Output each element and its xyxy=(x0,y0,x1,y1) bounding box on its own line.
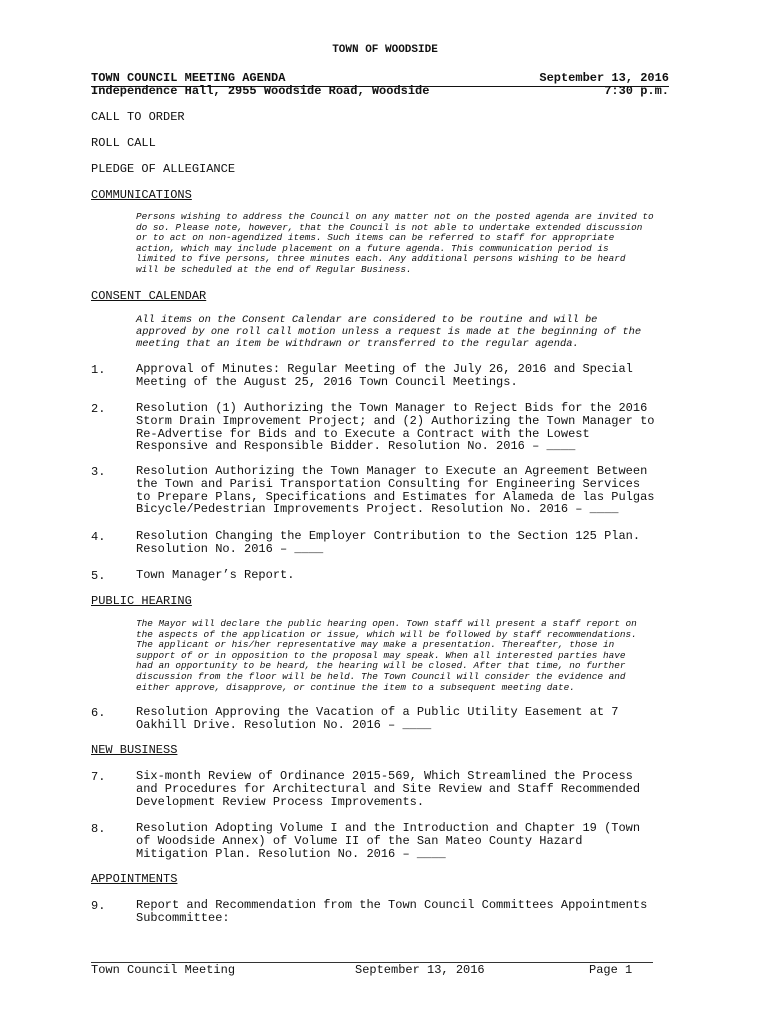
item-number: 2. xyxy=(91,402,106,416)
agenda-item-8 xyxy=(136,822,681,860)
agenda-item-1 xyxy=(136,363,681,389)
item-line: Report and Recommendation from the Town Council Committees Appointments xyxy=(136,898,648,912)
meeting-location: Independence Hall, 2955 Woodside Road, Woodside xyxy=(91,84,430,98)
item-line: and Procedures for Architectural and Site Review and Staff Recommended xyxy=(136,781,641,796)
item-number: 4. xyxy=(91,530,106,544)
agenda-item-2 xyxy=(136,402,681,453)
item-line: Town Manager’s Report. xyxy=(136,568,295,582)
item-line: Oakhill Drive. Resolution No. 2016 – ____ xyxy=(136,717,432,732)
header-right xyxy=(539,72,669,98)
note-line: either approve, disapprove, or continue the item to a subsequent meeting date. xyxy=(136,681,575,693)
header-divider xyxy=(91,86,669,87)
note-line: do so. Please note, however, that the Council is not able to undertake extended discussion xyxy=(136,221,643,233)
item-line: Meeting of the August 25, 2016 Town Council Meetings. xyxy=(136,374,518,389)
pledge-of-allegiance: PLEDGE OF ALLEGIANCE xyxy=(91,162,236,176)
section-heading-public-hearing: PUBLIC HEARING xyxy=(91,594,192,608)
note-line: approved by one roll call motion unless a request is made at the beginning of the xyxy=(136,325,642,338)
item-number: 7. xyxy=(91,770,106,784)
item-line: Storm Drain Improvement Project; and (2) Authorizing the Town Manager to xyxy=(136,413,655,428)
note-line: All items on the Consent Calendar are considered to be routine and will be xyxy=(136,314,598,326)
note-line: action, which may include placement on a future agenda. This communication period is xyxy=(136,242,609,254)
agenda-item-7 xyxy=(136,770,681,808)
item-line: Resolution Approving the Vacation of a Public Utility Easement at 7 xyxy=(136,705,619,719)
roll-call: ROLL CALL xyxy=(91,136,156,150)
consent-note xyxy=(136,315,681,350)
item-line: Resolution No. 2016 – ____ xyxy=(136,541,324,556)
item-line: Responsive and Responsible Bidder. Resolution No. 2016 – ____ xyxy=(136,439,576,454)
item-line: Resolution Adopting Volume I and the Introduction and Chapter 19 (Town xyxy=(136,821,641,835)
item-line: of Woodside Annex) of Volume II of the San Mateo County Hazard xyxy=(136,833,583,848)
agenda-item-6 xyxy=(136,706,681,732)
section-heading-new-business: NEW BUSINESS xyxy=(91,743,178,757)
item-number: 8. xyxy=(91,822,106,836)
note-line: The Mayor will declare the public hearing open. Town staff will present a staff report on xyxy=(136,618,637,629)
item-line: Mitigation Plan. Resolution No. 2016 – ____ xyxy=(136,846,446,861)
item-line: Resolution Authorizing the Town Manager to Execute an Agreement Between xyxy=(136,464,648,478)
section-heading-consent-calendar: CONSENT CALENDAR xyxy=(91,289,207,303)
item-line: the Town and Parisi Transportation Consulting for Engineering Services xyxy=(136,476,641,491)
footer-date: September 13, 2016 xyxy=(355,963,485,977)
item-line: Subcommittee: xyxy=(136,910,230,925)
item-number: 5. xyxy=(91,569,106,583)
item-number: 3. xyxy=(91,465,106,479)
agenda-item-4 xyxy=(136,530,681,556)
document-title: TOWN OF WOODSIDE xyxy=(332,44,438,56)
agenda-item-9 xyxy=(136,899,681,925)
item-line: Development Review Process Improvements. xyxy=(136,794,425,809)
note-line: discussion from the floor will be held. The Town Council will consider the evidence and xyxy=(136,670,626,682)
agenda-item-3 xyxy=(136,465,681,516)
meeting-time: 7:30 p.m. xyxy=(604,84,669,98)
footer-meeting-name: Town Council Meeting xyxy=(91,963,236,977)
note-line: The applicant or his/her representative may make a presentation. Thereafter, those in xyxy=(136,639,615,651)
item-number: 9. xyxy=(91,899,106,913)
agenda-title: TOWN COUNCIL MEETING AGENDA xyxy=(91,71,286,85)
item-line: Resolution (1) Authorizing the Town Manager to Reject Bids for the 2016 xyxy=(136,401,648,415)
note-line: will be scheduled at the end of Regular Business. xyxy=(136,263,412,275)
communications-note xyxy=(136,212,681,276)
note-line: had an opportunity to be heard, the hearing will be closed. After that time, no further xyxy=(136,660,626,672)
item-line: to Prepare Plans, Specifications and Estimates for Alameda de las Pulgas xyxy=(136,489,655,504)
item-number: 6. xyxy=(91,706,106,720)
agenda-item-5 xyxy=(136,569,681,582)
note-line: Persons wishing to address the Council on any matter not on the posted agenda are invited to xyxy=(136,211,654,222)
public-hearing-note xyxy=(136,619,681,693)
item-line: Approval of Minutes: Regular Meeting of the July 26, 2016 and Special xyxy=(136,362,633,376)
note-line: support of or in opposition to the proposal may speak. When all interested parties have xyxy=(136,649,626,661)
item-number: 1. xyxy=(91,363,106,377)
note-line: meeting that an item be withdrawn or transferred to the regular agenda. xyxy=(136,337,579,350)
note-line: limited to five persons, three minutes each. Any additional persons wishing to be heard xyxy=(136,253,626,265)
item-line: Bicycle/Pedestrian Improvements Project. Resolution No. 2016 – ____ xyxy=(136,502,619,517)
call-to-order: CALL TO ORDER xyxy=(91,110,185,124)
section-heading-communications: COMMUNICATIONS xyxy=(91,188,192,202)
note-line: or to act on non-agendized items. Such items can be referred to staff for appropriate xyxy=(136,232,615,244)
item-line: Re-Advertise for Bids and to Execute a Contract with the Lowest xyxy=(136,426,590,441)
item-line: Six-month Review of Ordinance 2015-569, Which Streamlined the Process xyxy=(136,769,633,783)
header-left xyxy=(91,72,429,98)
footer-page-number: Page 1 xyxy=(589,963,633,977)
item-line: Resolution Changing the Employer Contribution to the Section 125 Plan. xyxy=(136,529,641,543)
meeting-date: September 13, 2016 xyxy=(539,71,669,85)
section-heading-appointments: APPOINTMENTS xyxy=(91,872,178,886)
note-line: the aspects of the application or issue, which will be followed by staff recommendations. xyxy=(136,628,637,640)
